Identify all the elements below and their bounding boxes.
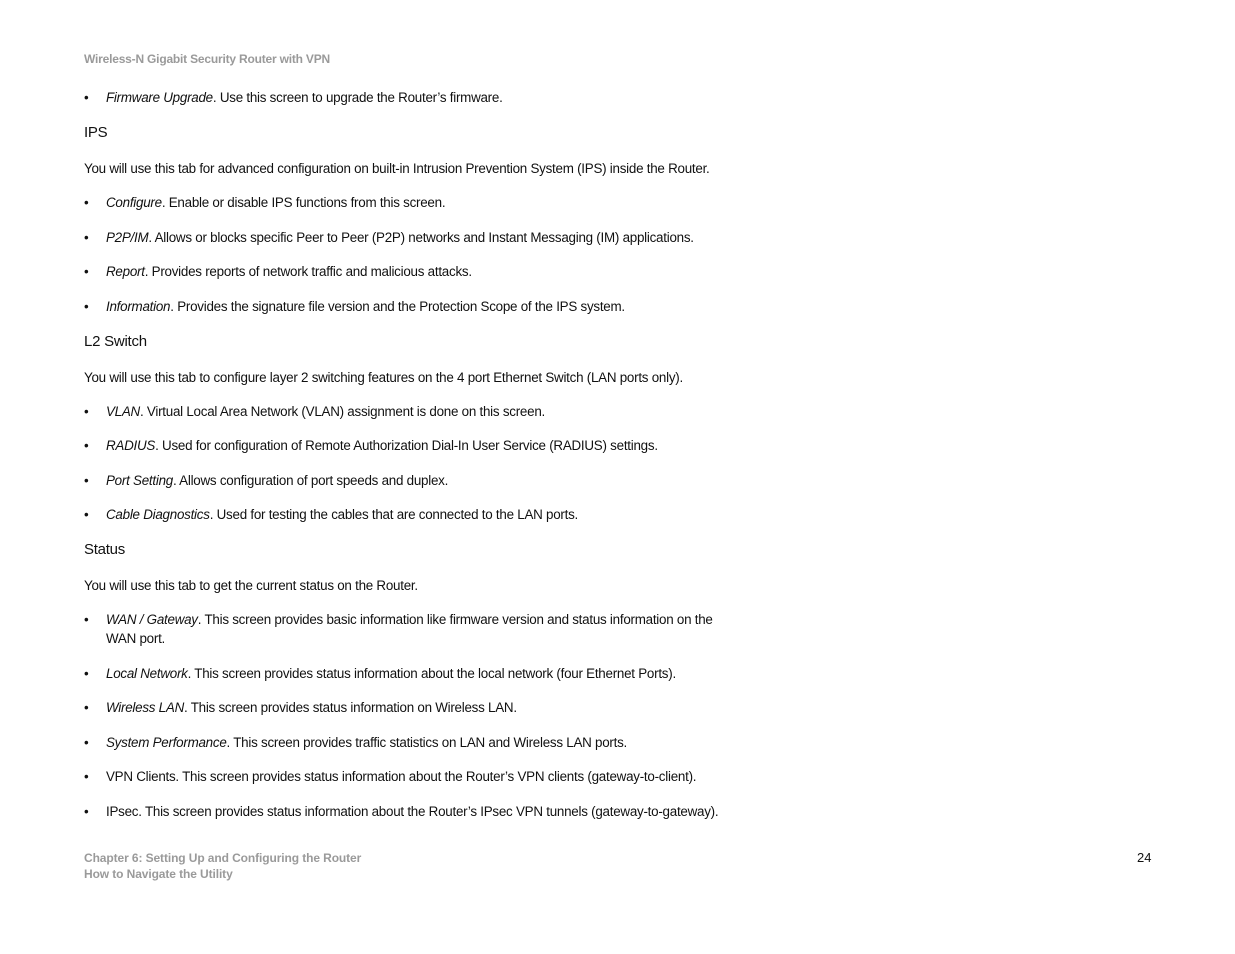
bullet-glyph: •: [84, 472, 89, 488]
bullet-list: [84, 610, 764, 821]
list-item: [84, 297, 764, 316]
section-l2-switch: [84, 333, 764, 525]
section-status: [84, 541, 764, 821]
bullet-text: . Virtual Local Area Network (VLAN) assignment is done on this screen.: [139, 403, 545, 419]
list-item: [84, 193, 764, 212]
section-heading: L2 Switch: [84, 332, 147, 350]
bullet-glyph: •: [84, 612, 89, 627]
footer-chapter: Chapter 6: Setting Up and Configuring the Router: [84, 851, 362, 865]
bullet-text: VPN Clients. This screen provides status information about the Router’s VPN clients (gateway-to-client).: [106, 769, 697, 784]
bullet-text: . Provides reports of network traffic and malicious attacks.: [144, 264, 472, 279]
bullet-text: . Enable or disable IPS functions from this screen.: [161, 195, 446, 210]
bullet-text: . This screen provides traffic statistics on LAN and Wireless LAN ports.: [226, 734, 628, 750]
bullet-list: [84, 402, 764, 525]
list-item: [84, 88, 764, 107]
bullet-text: . Allows configuration of port speeds and duplex.: [172, 472, 449, 488]
bullet-term: Configure: [106, 195, 162, 210]
list-item: [84, 471, 764, 490]
bullet-glyph: •: [84, 734, 89, 750]
bullet-term: Wireless LAN: [106, 700, 184, 715]
bullet-glyph: •: [84, 264, 89, 279]
bullet-text: . Used for configuration of Remote Authorization Dial-In User Service (RADIUS) settings.: [155, 438, 658, 453]
bullet-glyph: •: [84, 769, 89, 784]
list-item: [84, 505, 764, 524]
bullet-glyph: •: [84, 195, 89, 210]
section-heading: Status: [84, 541, 126, 558]
intro-bullet-list: [84, 88, 764, 107]
bullet-glyph: •: [84, 507, 89, 522]
bullet-text: . Provides the signature file version and the Protection Scope of the IPS system.: [170, 298, 625, 314]
page-number: 24: [1137, 850, 1152, 865]
bullet-term: P2P/IM: [106, 229, 149, 245]
bullet-glyph: •: [84, 700, 89, 715]
bullet-glyph: •: [84, 665, 89, 681]
bullet-text: . This screen provides status information on Wireless LAN.: [184, 700, 517, 715]
bullet-term: Local Network: [106, 665, 188, 681]
bullet-glyph: •: [84, 403, 89, 419]
section-heading: IPS: [84, 124, 108, 141]
list-item: [84, 610, 746, 648]
bullet-term: WAN / Gateway: [106, 612, 198, 627]
bullet-text: . This screen provides status information about the local network (four Ethernet Ports).: [187, 665, 676, 681]
bullet-glyph: •: [84, 90, 89, 105]
bullet-term: Report: [106, 264, 145, 279]
list-item: [84, 436, 764, 455]
bullet-term: VLAN: [106, 403, 140, 419]
bullet-term: Port Setting: [106, 472, 173, 488]
bullet-term: Cable Diagnostics: [106, 507, 210, 522]
section-description: You will use this tab for advanced configuration on built-in Intrusion Prevention System (IPS) inside the Router.: [84, 161, 710, 176]
running-footer: [84, 850, 361, 882]
list-item: [84, 664, 764, 683]
bullet-term: RADIUS: [106, 438, 156, 453]
bullet-list: [84, 193, 764, 316]
list-item: [84, 802, 764, 821]
document-body: [84, 88, 764, 821]
bullet-glyph: •: [84, 229, 89, 245]
section-description: You will use this tab to get the current status on the Router.: [84, 578, 418, 593]
bullet-term: Information: [106, 298, 171, 314]
list-item: [84, 402, 764, 421]
list-item: [84, 767, 764, 786]
bullet-term: Firmware Upgrade: [106, 90, 213, 105]
bullet-glyph: •: [84, 803, 89, 819]
bullet-text: IPsec. This screen provides status information about the Router’s IPsec VPN tunnels (gateway-to-gateway).: [106, 803, 719, 819]
bullet-glyph: •: [84, 298, 89, 314]
bullet-glyph: •: [84, 438, 89, 453]
bullet-text: . Used for testing the cables that are connected to the LAN ports.: [209, 507, 579, 522]
section-description: You will use this tab to configure layer 2 switching features on the 4 port Ethernet Switch (LAN ports only).: [84, 369, 683, 385]
list-item: [84, 698, 764, 717]
bullet-term: System Performance: [106, 734, 227, 750]
running-header: Wireless-N Gigabit Security Router with VPN: [84, 52, 331, 66]
list-item: [84, 228, 764, 247]
footer-section: How to Navigate the Utility: [84, 867, 233, 881]
list-item: [84, 262, 764, 281]
list-item: [84, 733, 764, 752]
section-ips: [84, 124, 764, 316]
bullet-text: . Use this screen to upgrade the Router’s firmware.: [212, 90, 503, 105]
bullet-text: . Allows or blocks specific Peer to Peer (P2P) networks and Instant Messaging (IM) applications.: [148, 229, 694, 245]
bullet-text: . This screen provides basic information like firmware version and status information on the WAN port.: [106, 612, 713, 646]
